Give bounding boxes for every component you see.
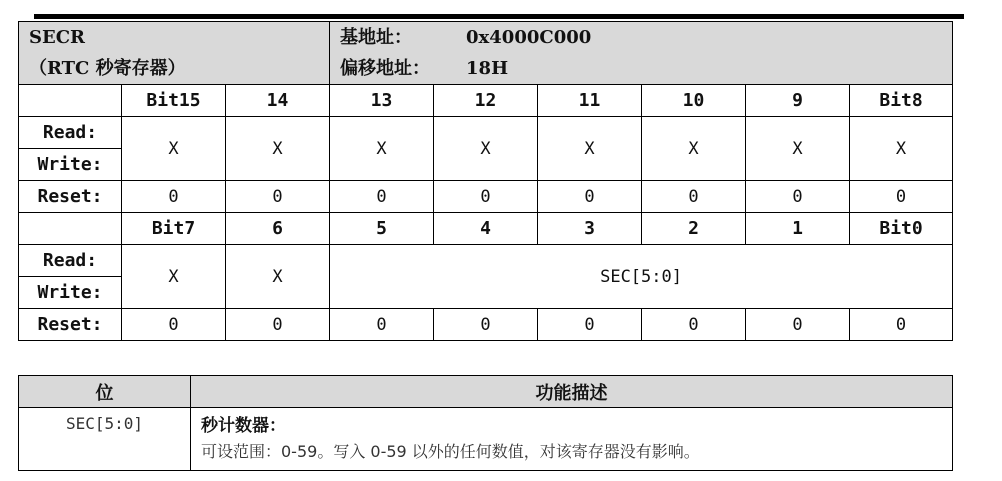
register-address-cell <box>330 22 953 85</box>
bit-number: 3 <box>538 213 642 245</box>
reset-value: 0 <box>850 309 953 341</box>
description-title: 秒计数器： <box>201 416 286 436</box>
bit-number: Bit8 <box>850 85 953 117</box>
base-address-label: 基地址： <box>340 27 413 48</box>
bit-number: 6 <box>226 213 330 245</box>
write-label: Write: <box>19 277 122 309</box>
bit-number: Bit0 <box>850 213 953 245</box>
column-header-bit: 位 <box>19 376 191 408</box>
field-name: SEC[5:0] <box>19 408 191 471</box>
reset-value: 0 <box>538 309 642 341</box>
reset-value: 0 <box>434 181 538 213</box>
reset-value: 0 <box>434 309 538 341</box>
offset-address-label: 偏移地址： <box>340 58 431 79</box>
bit-number: 12 <box>434 85 538 117</box>
write-label: Write: <box>19 149 122 181</box>
reset-value: 0 <box>538 181 642 213</box>
bit-access: X <box>122 117 226 181</box>
base-address-value: 0x4000C000 <box>466 27 592 48</box>
bit-number: 9 <box>746 85 850 117</box>
bit-number: 4 <box>434 213 538 245</box>
register-bit-table <box>18 21 953 341</box>
bit-number: 5 <box>330 213 434 245</box>
field-description-table <box>18 375 953 471</box>
reset-value: 0 <box>746 181 850 213</box>
reset-value: 0 <box>642 309 746 341</box>
register-full-name: （RTC 秒寄存器） <box>29 58 186 79</box>
column-header-description: 功能描述 <box>191 376 953 408</box>
reset-value: 0 <box>122 181 226 213</box>
bit-access: X <box>330 117 434 181</box>
offset-address-value: 18H <box>466 58 509 79</box>
sec-field: SEC[5:0] <box>330 245 953 309</box>
reset-value: 0 <box>226 309 330 341</box>
bit-access: X <box>434 117 538 181</box>
reset-value: 0 <box>122 309 226 341</box>
bit-access: X <box>850 117 953 181</box>
bit-number: Bit7 <box>122 213 226 245</box>
bit-access: X <box>538 117 642 181</box>
bit-number: Bit15 <box>122 85 226 117</box>
bit-access: X <box>226 117 330 181</box>
bit-number: 10 <box>642 85 746 117</box>
reset-label: Reset: <box>19 309 122 341</box>
reset-value: 0 <box>850 181 953 213</box>
bit-access: X <box>226 245 330 309</box>
reset-value: 0 <box>330 181 434 213</box>
reset-label: Reset: <box>19 181 122 213</box>
description-text: 可设范围：0-59。写入 0-59 以外的任何数值，对该寄存器没有影响。 <box>201 442 700 461</box>
register-name-cell <box>19 22 330 85</box>
reset-value: 0 <box>330 309 434 341</box>
bit-access: X <box>746 117 850 181</box>
bit-access: X <box>122 245 226 309</box>
read-label: Read: <box>19 245 122 277</box>
reset-value: 0 <box>642 181 746 213</box>
bit-number: 1 <box>746 213 850 245</box>
bit-number: 13 <box>330 85 434 117</box>
bit-number: 14 <box>226 85 330 117</box>
reset-value: 0 <box>226 181 330 213</box>
reset-value: 0 <box>746 309 850 341</box>
top-rule <box>34 14 964 19</box>
read-label: Read: <box>19 117 122 149</box>
bit-access: X <box>642 117 746 181</box>
bit-label-empty <box>19 213 122 245</box>
bit-label-empty <box>19 85 122 117</box>
bit-number: 2 <box>642 213 746 245</box>
field-description <box>191 408 953 471</box>
bit-number: 11 <box>538 85 642 117</box>
register-name: SECR <box>29 27 86 48</box>
